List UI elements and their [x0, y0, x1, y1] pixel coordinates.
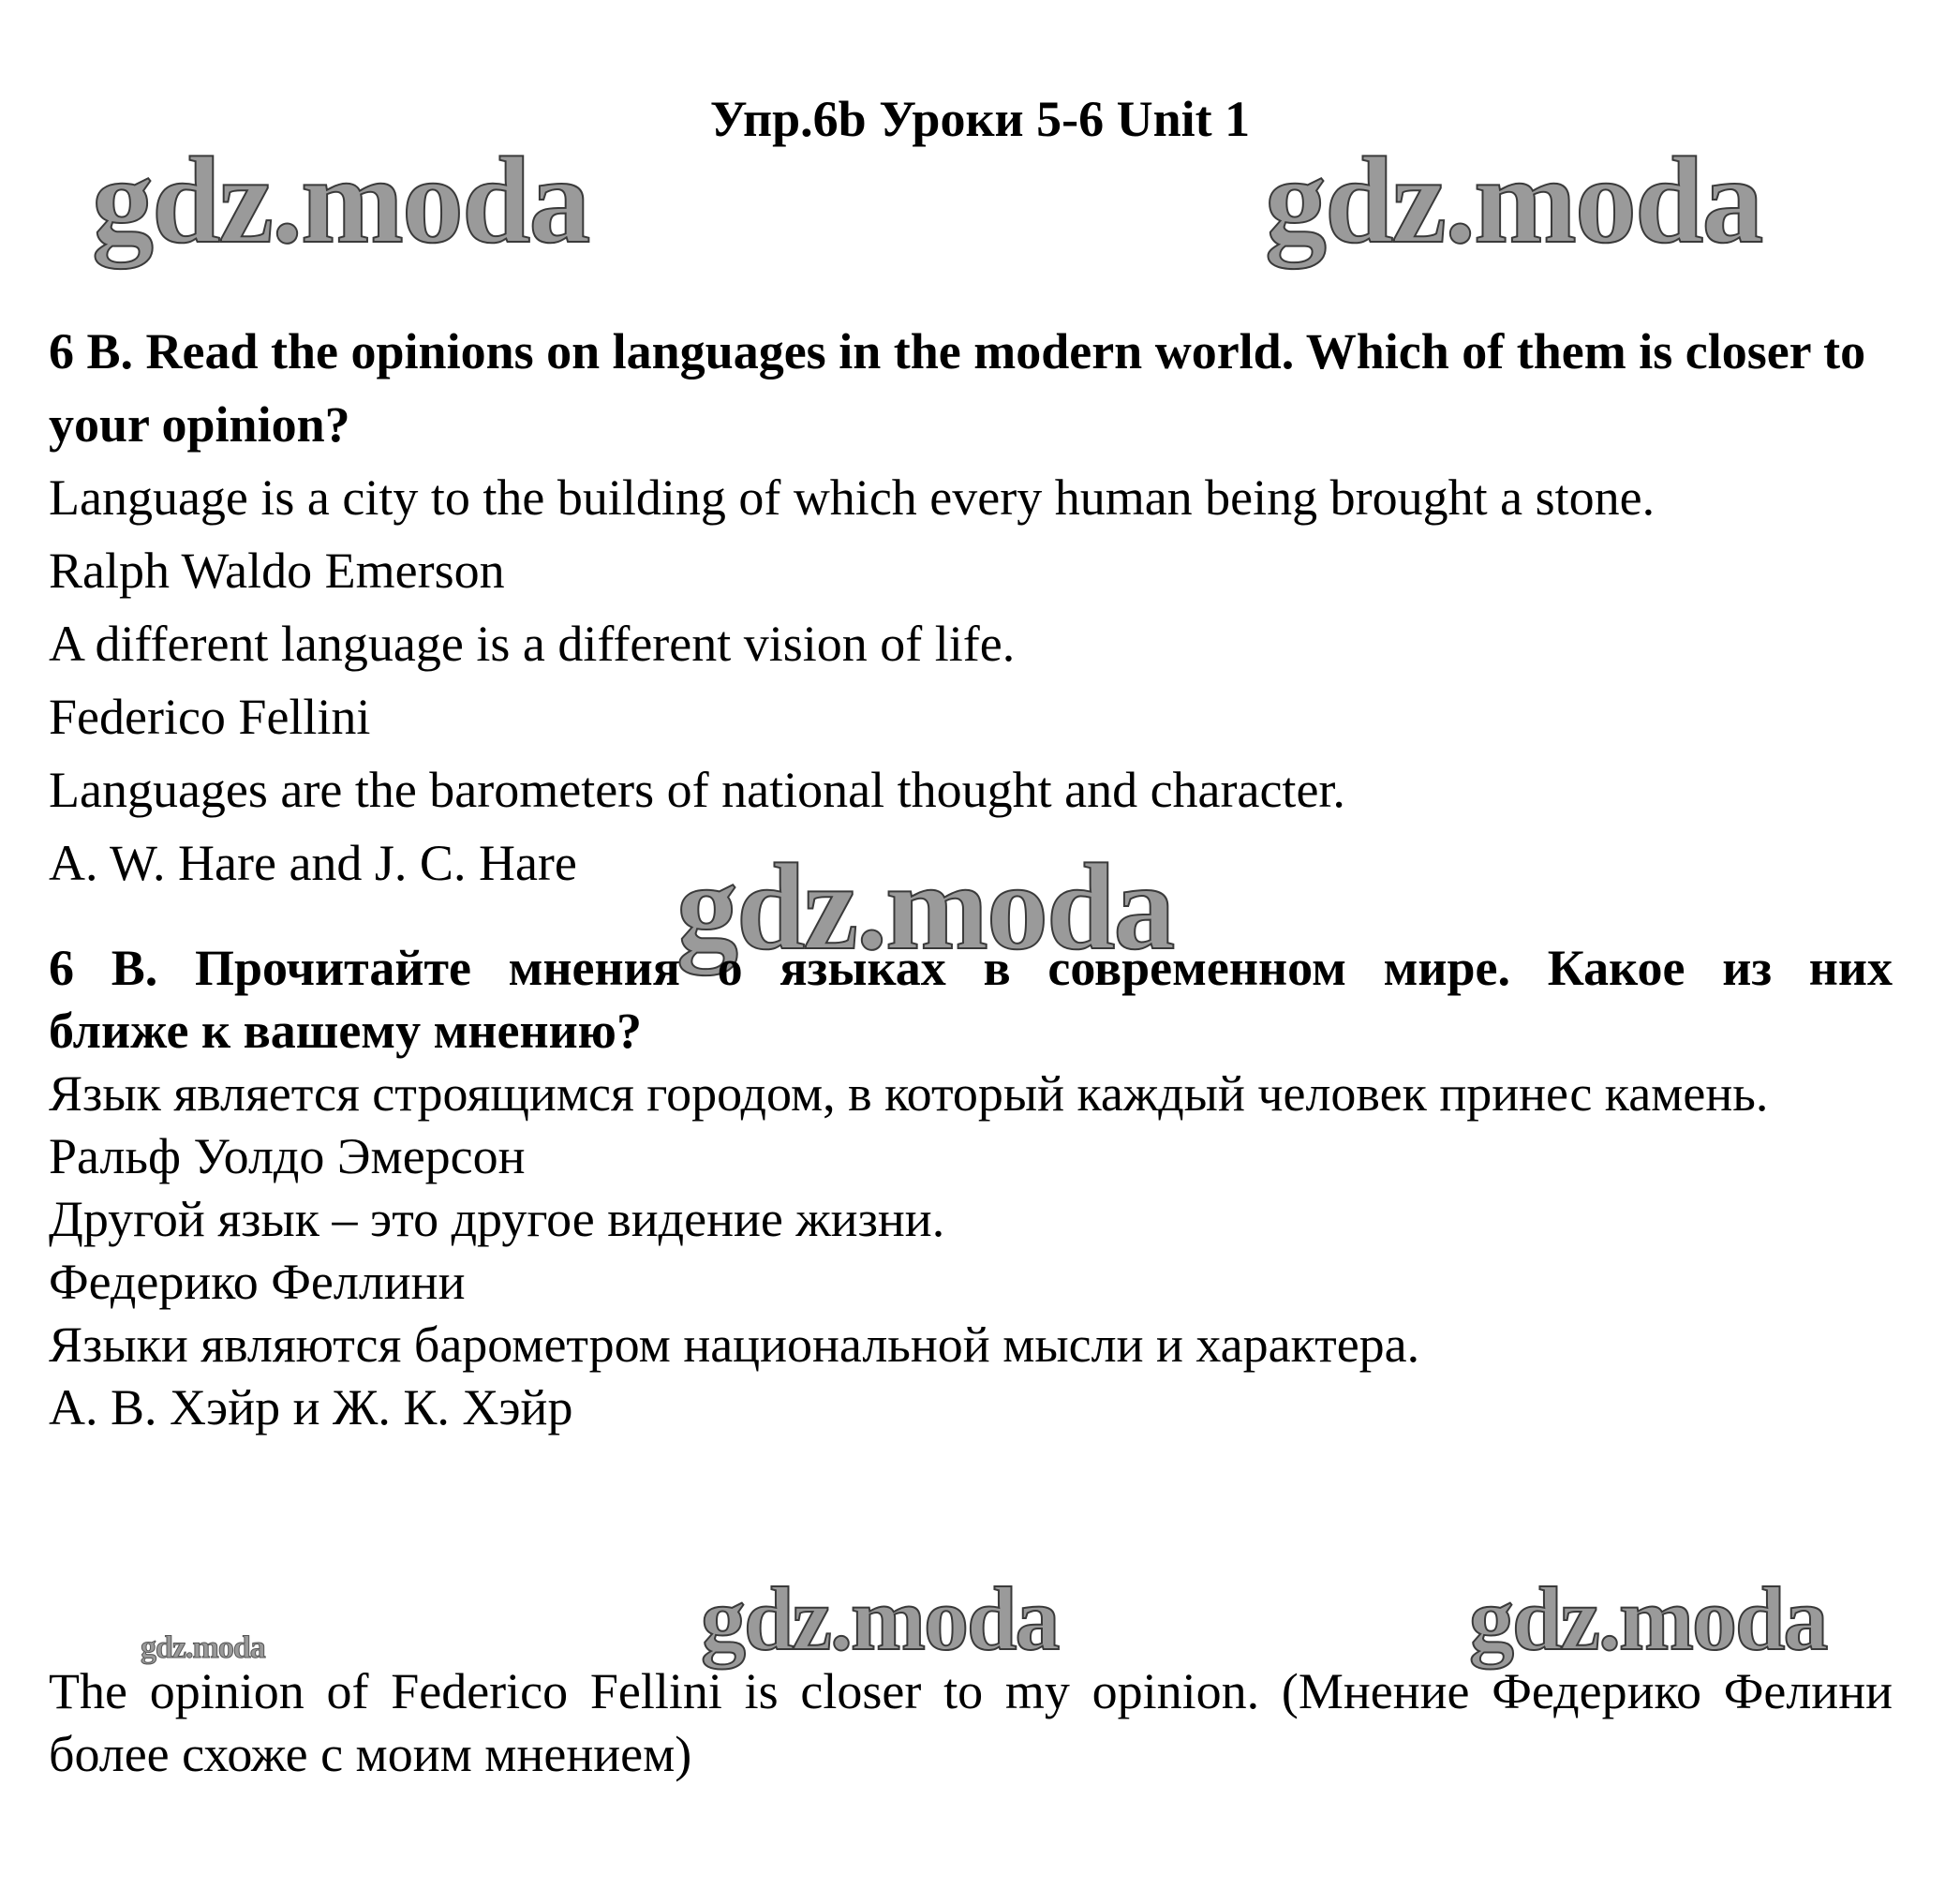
quote-author: Федерико Феллини [49, 1254, 466, 1310]
page-title: Упр.6b Уроки 5-6 Unit 1 [709, 91, 1251, 147]
watermark-logo: gdz.moda [1265, 131, 1762, 269]
watermark-logo: gdz.moda [676, 838, 1174, 975]
quote-author: Federico Fellini [49, 689, 371, 745]
task-heading-russian-cont: ближе к вашему мнению? [49, 1003, 642, 1059]
quote-text: Языки являются барометром национальной мысли и характера. [49, 1316, 1420, 1373]
answer-text: The opinion of Federico Fellini is closer to my opinion. (Мнение Федерико Фелини более схоже с моим мнением) [49, 1663, 1893, 1782]
watermark-logo: gdz.moda [1469, 1569, 1827, 1669]
task-heading-russian: 6 B. Прочитайте мнения о языках в современном мире. Какое из них [49, 940, 1893, 996]
quote-author: Ralph Waldo Emerson [49, 543, 505, 599]
watermark-logo-small: gdz.moda [141, 1630, 265, 1665]
quote-text: Language is a city to the building of which every human being brought a stone. [49, 469, 1656, 526]
quote-text: Язык является строящимся городом, в который каждый человек принес камень. [49, 1065, 1769, 1122]
quote-text: A different language is a different vision of life. [49, 616, 1016, 672]
task-heading-english: 6 B. Read the opinions on languages in the modern world. Which of them is closer to your opinion? [49, 323, 1866, 453]
english-section [49, 315, 1893, 900]
quote-author: A. W. Hare and J. C. Hare [49, 835, 577, 891]
watermark-logo: gdz.moda [92, 131, 589, 269]
quote-text: Другой язык – это другое видение жизни. [49, 1191, 945, 1247]
quote-text: Languages are the barometers of national thought and character. [49, 762, 1345, 818]
watermark-logo: gdz.moda [701, 1569, 1059, 1669]
quote-author: А. В. Хэйр и Ж. К. Хэйр [49, 1379, 573, 1435]
russian-section [49, 937, 1893, 1439]
answer-section [49, 1660, 1893, 1786]
quote-author: Ральф Уолдо Эмерсон [49, 1128, 526, 1184]
